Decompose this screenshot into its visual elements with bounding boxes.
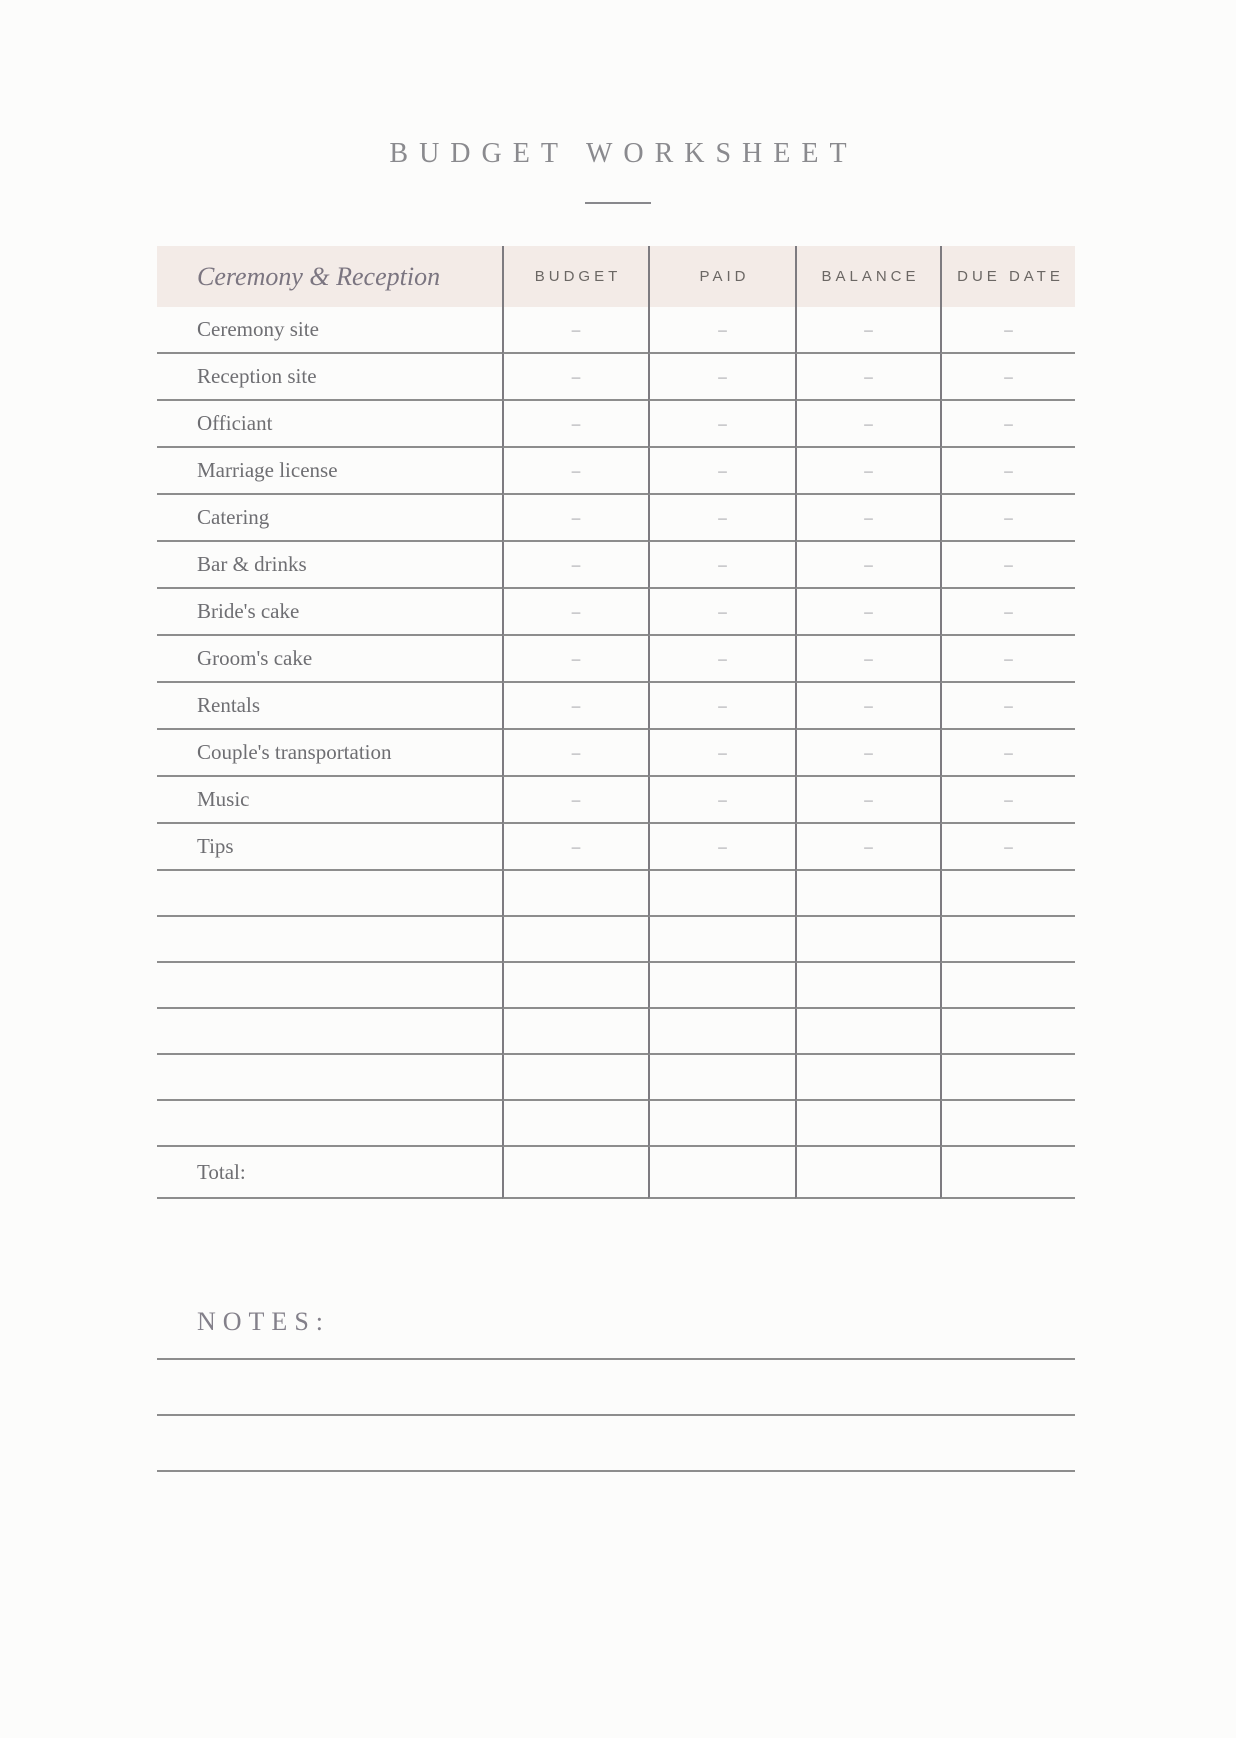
due-date-value-cell: – — [940, 495, 1075, 542]
budget-value-cell: – — [502, 354, 648, 401]
empty-paid-cell — [648, 1101, 795, 1147]
empty-balance-cell — [795, 917, 940, 963]
paid-value-cell: – — [648, 824, 795, 871]
row-label: Officiant — [157, 401, 502, 448]
empty-budget-cell — [502, 963, 648, 1009]
total-label: Total: — [157, 1147, 502, 1199]
empty-budget-cell — [502, 1055, 648, 1101]
empty-table-row — [157, 1101, 1075, 1147]
notes-lines — [0, 1358, 1236, 1472]
paid-value-cell: – — [648, 448, 795, 495]
notes-line — [157, 1358, 1075, 1360]
budget-table — [157, 246, 1075, 1199]
row-label: Music — [157, 777, 502, 824]
empty-table-row — [157, 963, 1075, 1009]
paid-value-cell: – — [648, 495, 795, 542]
table-row — [157, 824, 1075, 871]
balance-value-cell: – — [795, 401, 940, 448]
due-date-value-cell: – — [940, 683, 1075, 730]
balance-value-cell: – — [795, 730, 940, 777]
empty-label-cell — [157, 1009, 502, 1055]
due-date-value-cell: – — [940, 824, 1075, 871]
balance-value-cell: – — [795, 495, 940, 542]
paid-value-cell: – — [648, 401, 795, 448]
paid-value-cell: – — [648, 683, 795, 730]
due-date-value-cell: – — [940, 307, 1075, 354]
balance-value-cell: – — [795, 683, 940, 730]
row-label: Bar & drinks — [157, 542, 502, 589]
budget-value-cell: – — [502, 730, 648, 777]
row-label: Ceremony site — [157, 307, 502, 354]
paid-value-cell: – — [648, 354, 795, 401]
balance-value-cell: – — [795, 824, 940, 871]
due-date-value-cell: – — [940, 777, 1075, 824]
table-header-row — [157, 246, 1075, 307]
empty-due-date-cell — [940, 1101, 1075, 1147]
budget-value-cell: – — [502, 307, 648, 354]
empty-due-date-cell — [940, 871, 1075, 917]
table-row — [157, 683, 1075, 730]
row-label: Reception site — [157, 354, 502, 401]
empty-paid-cell — [648, 963, 795, 1009]
worksheet-sheet — [157, 246, 1075, 1199]
column-header-balance: BALANCE — [795, 246, 940, 307]
empty-table-row — [157, 871, 1075, 917]
row-label: Couple's transportation — [157, 730, 502, 777]
paid-value-cell: – — [648, 542, 795, 589]
empty-table-row — [157, 1055, 1075, 1101]
paid-value-cell: – — [648, 307, 795, 354]
due-date-value-cell: – — [940, 589, 1075, 636]
empty-balance-cell — [795, 871, 940, 917]
budget-value-cell: – — [502, 542, 648, 589]
balance-value-cell: – — [795, 542, 940, 589]
row-label: Marriage license — [157, 448, 502, 495]
total-budget-cell — [502, 1147, 648, 1199]
page-title: BUDGET WORKSHEET — [389, 138, 858, 169]
table-row — [157, 589, 1075, 636]
balance-value-cell: – — [795, 636, 940, 683]
table-row — [157, 730, 1075, 777]
due-date-value-cell: – — [940, 636, 1075, 683]
table-row — [157, 495, 1075, 542]
total-row — [157, 1147, 1075, 1199]
empty-budget-cell — [502, 1101, 648, 1147]
row-label: Catering — [157, 495, 502, 542]
table-row — [157, 307, 1075, 354]
empty-due-date-cell — [940, 1055, 1075, 1101]
due-date-value-cell: – — [940, 401, 1075, 448]
empty-label-cell — [157, 917, 502, 963]
empty-paid-cell — [648, 917, 795, 963]
row-label: Groom's cake — [157, 636, 502, 683]
row-label: Rentals — [157, 683, 502, 730]
empty-paid-cell — [648, 1055, 795, 1101]
empty-due-date-cell — [940, 917, 1075, 963]
empty-budget-cell — [502, 871, 648, 917]
total-balance-cell — [795, 1147, 940, 1199]
total-due-date-cell — [940, 1147, 1075, 1199]
empty-balance-cell — [795, 963, 940, 1009]
paid-value-cell: – — [648, 636, 795, 683]
empty-balance-cell — [795, 1009, 940, 1055]
empty-label-cell — [157, 1101, 502, 1147]
budget-value-cell: – — [502, 824, 648, 871]
table-row — [157, 354, 1075, 401]
balance-value-cell: – — [795, 777, 940, 824]
empty-paid-cell — [648, 1009, 795, 1055]
balance-value-cell: – — [795, 448, 940, 495]
empty-budget-cell — [502, 1009, 648, 1055]
table-empty-rows — [157, 871, 1075, 1147]
balance-value-cell: – — [795, 307, 940, 354]
column-header-due-date: DUE DATE — [940, 246, 1075, 307]
paid-value-cell: – — [648, 730, 795, 777]
paid-value-cell: – — [648, 777, 795, 824]
total-paid-cell — [648, 1147, 795, 1199]
table-row — [157, 636, 1075, 683]
budget-value-cell: – — [502, 495, 648, 542]
budget-value-cell: – — [502, 683, 648, 730]
table-row — [157, 401, 1075, 448]
notes-line — [157, 1414, 1075, 1416]
empty-paid-cell — [648, 871, 795, 917]
empty-balance-cell — [795, 1101, 940, 1147]
table-body — [157, 307, 1075, 871]
budget-value-cell: – — [502, 448, 648, 495]
notes-label: NOTES: — [197, 1307, 330, 1336]
empty-label-cell — [157, 871, 502, 917]
empty-label-cell — [157, 1055, 502, 1101]
due-date-value-cell: – — [940, 354, 1075, 401]
budget-value-cell: – — [502, 636, 648, 683]
due-date-value-cell: – — [940, 448, 1075, 495]
empty-due-date-cell — [940, 963, 1075, 1009]
table-row — [157, 542, 1075, 589]
table-row — [157, 777, 1075, 824]
paid-value-cell: – — [648, 589, 795, 636]
row-label: Tips — [157, 824, 502, 871]
due-date-value-cell: – — [940, 542, 1075, 589]
budget-value-cell: – — [502, 589, 648, 636]
balance-value-cell: – — [795, 354, 940, 401]
empty-table-row — [157, 917, 1075, 963]
section-title: Ceremony & Reception — [157, 246, 502, 307]
empty-balance-cell — [795, 1055, 940, 1101]
balance-value-cell: – — [795, 589, 940, 636]
row-label: Bride's cake — [157, 589, 502, 636]
empty-budget-cell — [502, 917, 648, 963]
title-divider — [585, 202, 651, 204]
budget-value-cell: – — [502, 401, 648, 448]
column-header-budget: BUDGET — [502, 246, 648, 307]
table-row — [157, 448, 1075, 495]
notes-line — [157, 1470, 1075, 1472]
empty-table-row — [157, 1009, 1075, 1055]
empty-label-cell — [157, 963, 502, 1009]
empty-due-date-cell — [940, 1009, 1075, 1055]
due-date-value-cell: – — [940, 730, 1075, 777]
budget-value-cell: – — [502, 777, 648, 824]
column-header-paid: PAID — [648, 246, 795, 307]
